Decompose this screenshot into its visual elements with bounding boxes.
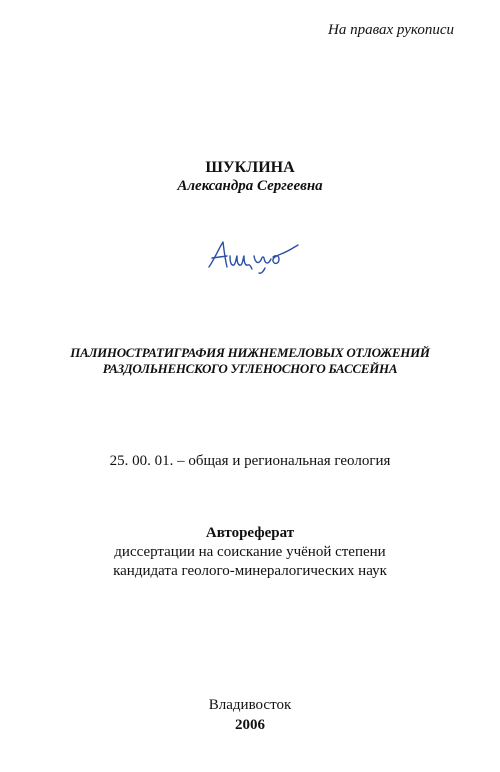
manuscript-rights-note: На правах рукописи xyxy=(328,22,454,38)
year: 2006 xyxy=(235,717,265,733)
author-surname: ШУКЛИНА xyxy=(205,159,295,176)
dissertation-title-line-1: ПАЛИНОСТРАТИГРАФИЯ НИЖНЕМЕЛОВЫХ ОТЛОЖЕНИЙ xyxy=(70,345,430,360)
signature-icon xyxy=(203,236,303,276)
author-given-names: Александра Сергеевна xyxy=(177,178,323,194)
specialty-code: 25. 00. 01. – общая и региональная геология xyxy=(109,453,391,469)
city: Владивосток xyxy=(208,697,292,713)
document-type: Автореферат xyxy=(205,525,295,541)
dissertation-title-line-2: РАЗДОЛЬНЕНСКОГО УГЛЕНОСНОГО БАССЕЙНА xyxy=(102,361,398,376)
degree-purpose-line-2: кандидата геолого-минералогических наук xyxy=(113,563,387,579)
degree-purpose-line-1: диссертации на соискание учёной степени xyxy=(114,544,386,560)
